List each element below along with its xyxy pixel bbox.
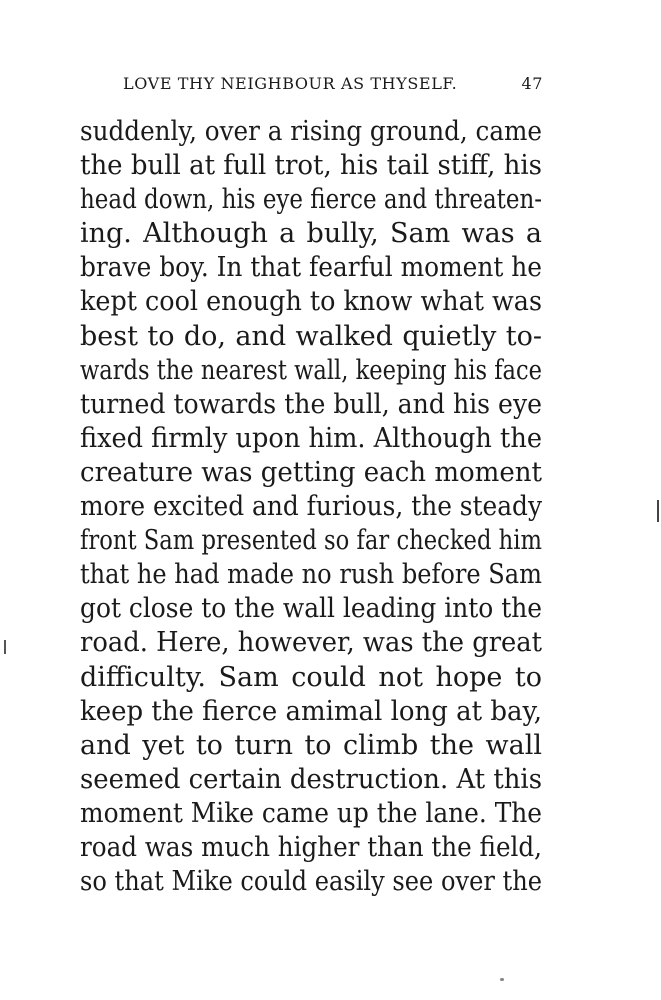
text-line: so that Mike could easily see over the bbox=[80, 866, 542, 898]
text-line: front Sam presented so far checked him bbox=[80, 525, 542, 557]
text-line: kept cool enough to know what was bbox=[80, 286, 543, 318]
text-line: best to do, and walked quietly to- bbox=[80, 320, 542, 352]
text-line: road. Here, however, was the great bbox=[80, 627, 543, 659]
page-edge-mark bbox=[4, 640, 6, 654]
text-line: road was much higher than the field, bbox=[80, 831, 542, 863]
page-edge-mark bbox=[657, 500, 659, 522]
body-text bbox=[80, 115, 542, 899]
text-line: brave boy. In that fearful moment he bbox=[80, 252, 542, 284]
text-line: more excited and furious, the steady bbox=[80, 491, 542, 523]
text-line: got close to the wall leading into the bbox=[80, 593, 543, 625]
text-line: that he had made no rush before Sam bbox=[80, 559, 542, 591]
text-line: ing. Although a bully, Sam was a bbox=[80, 218, 542, 250]
text-line: and yet to turn to climb the wall bbox=[80, 729, 542, 761]
text-line: head down, his eye fierce and threaten- bbox=[80, 184, 543, 216]
text-line: turned towards the bull, and his eye bbox=[80, 388, 543, 420]
page-number: 47 bbox=[521, 74, 543, 93]
paper-speck bbox=[500, 978, 504, 981]
text-line: suddenly, over a rising ground, came bbox=[80, 116, 542, 147]
text-line: keep the fierce amimal long at bay, bbox=[80, 695, 542, 727]
running-title: LOVE THY NEIGHBOUR AS THYSELF. bbox=[123, 74, 458, 93]
text-line: fixed firmly upon him. Although the bbox=[80, 422, 542, 454]
text-line: seemed certain destruction. At this bbox=[80, 763, 543, 795]
running-head bbox=[123, 74, 543, 98]
text-line: wards the nearest wall, keeping his face bbox=[80, 354, 542, 386]
text-line: moment Mike came up the lane. The bbox=[80, 797, 543, 829]
text-line: creature was getting each moment bbox=[80, 456, 543, 488]
text-line: the bull at full trot, his tail stiff, his bbox=[80, 150, 542, 182]
text-line: difficulty. Sam could not hope to bbox=[80, 661, 542, 693]
